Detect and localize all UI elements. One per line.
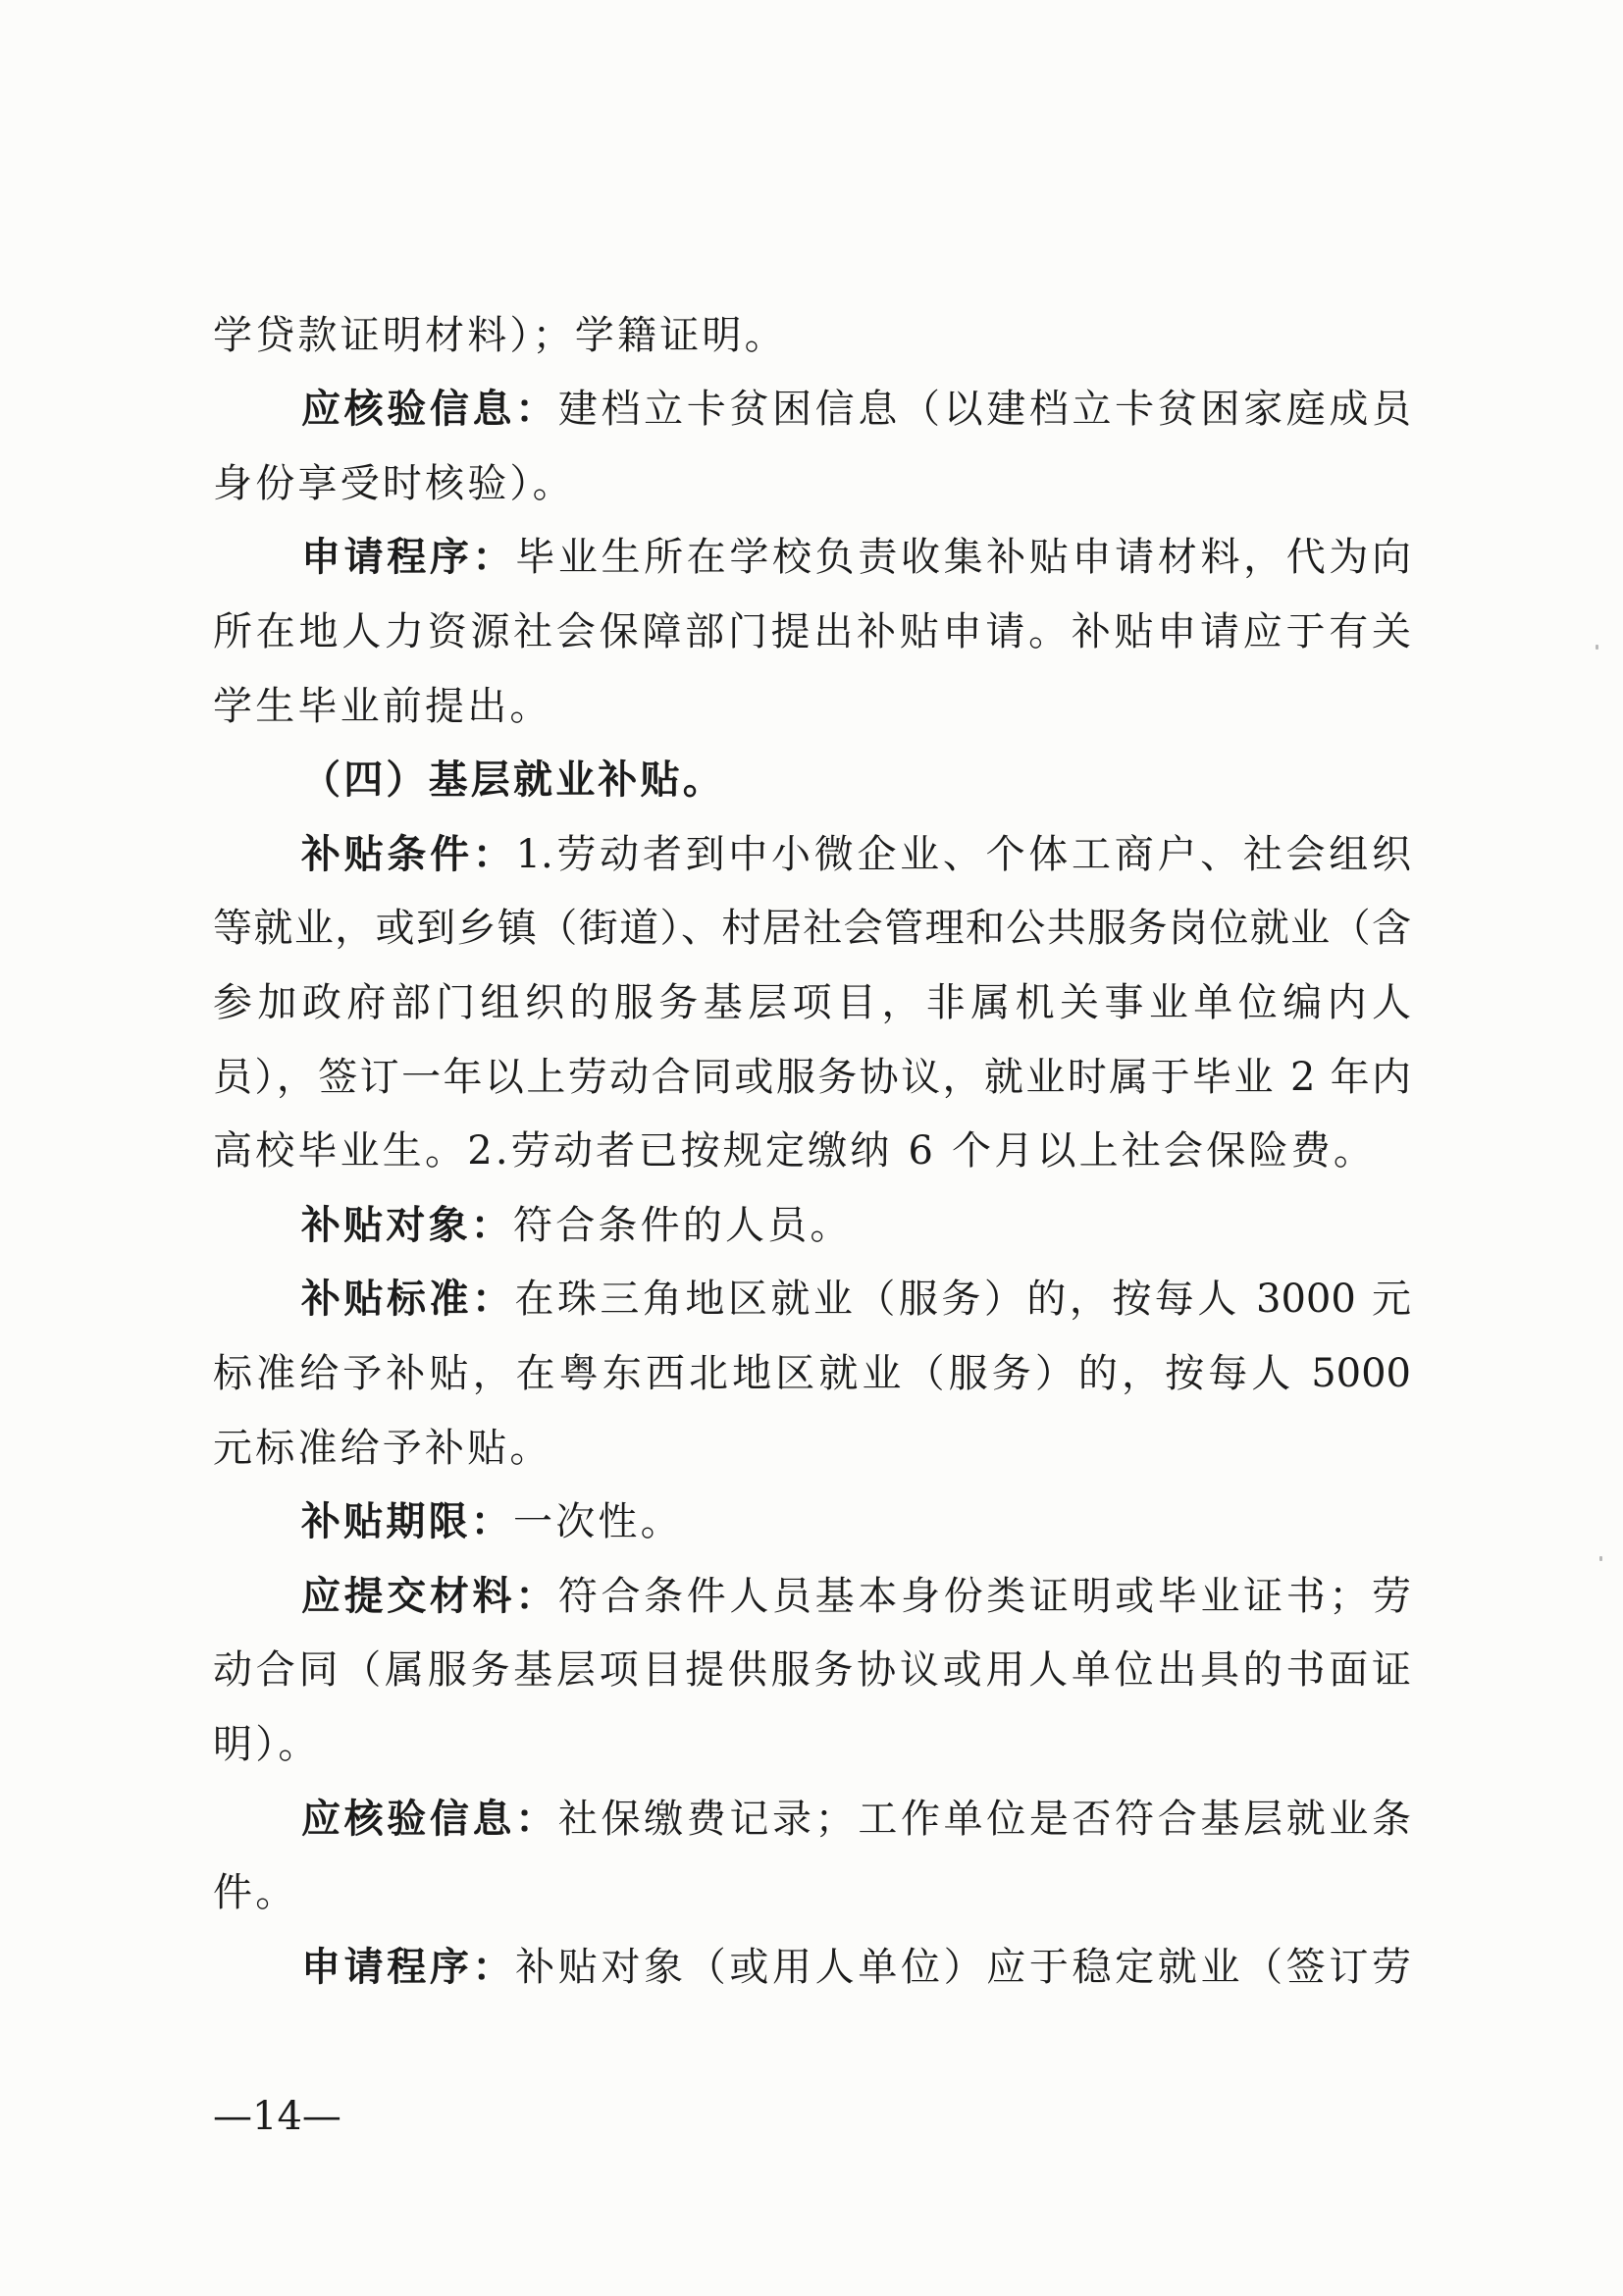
text-line — [301, 1498, 683, 1544]
body-text: 符合条件的人员。 — [513, 1203, 853, 1248]
text-line — [301, 1276, 1411, 1322]
field-label: 补贴期限： — [301, 1498, 513, 1544]
scan-mark — [1596, 645, 1598, 650]
field-label: 补贴对象： — [301, 1202, 513, 1248]
text-line — [301, 831, 1412, 877]
section-heading: （四）基层就业补贴。 — [301, 757, 725, 803]
text-line — [213, 1128, 1377, 1174]
body-text: 员），签订一年以上劳动合同或服务协议，就业时属于毕业 2 年内 — [213, 1055, 1411, 1100]
text-line — [213, 684, 552, 729]
field-label: 申请程序： — [301, 534, 516, 580]
body-text: 学贷款证明材料）；学籍证明。 — [213, 313, 787, 358]
page-number: —14— — [213, 2094, 341, 2139]
body-text: 学生毕业前提出。 — [213, 684, 552, 729]
body-text: 标准给予补贴，在粤东西北地区就业（服务）的，按每人 5000 — [213, 1351, 1411, 1396]
scan-mark — [1599, 1556, 1602, 1561]
text-line — [301, 386, 1412, 432]
field-label: 应提交材料： — [301, 1573, 558, 1619]
body-text: 动合同（属服务基层项目提供服务协议或用人单位出具的书面证 — [213, 1647, 1411, 1693]
body-text: 社保缴费记录；工作单位是否符合基层就业条 — [557, 1797, 1412, 1842]
body-text: 毕业生所在学校负责收集补贴申请材料，代为向 — [515, 535, 1412, 580]
text-line — [301, 1202, 853, 1248]
body-text: 1.劳动者到中小微企业、个体工商户、社会组织 — [515, 832, 1412, 877]
text-line — [213, 980, 1411, 1025]
body-text: 明）。 — [213, 1722, 321, 1767]
body-text: 一次性。 — [513, 1499, 683, 1544]
text-line — [213, 1722, 321, 1767]
continued-text-line — [213, 313, 787, 358]
field-label: 补贴条件： — [301, 831, 516, 877]
field-label: 应核验信息： — [301, 386, 558, 432]
text-line — [213, 1055, 1411, 1100]
text-line — [301, 534, 1412, 580]
body-text: 高校毕业生。2.劳动者已按规定缴纳 6 个月以上社会保险费。 — [213, 1128, 1377, 1174]
body-text: 元标准给予补贴。 — [213, 1426, 552, 1471]
text-line — [301, 1944, 1412, 1990]
text-line — [301, 1796, 1412, 1842]
text-line — [213, 461, 575, 506]
field-label: 应核验信息： — [301, 1796, 558, 1842]
body-text: 参加政府部门组织的服务基层项目，非属机关事业单位编内人 — [213, 980, 1411, 1025]
text-line — [213, 1426, 552, 1471]
body-text: 件。 — [213, 1870, 298, 1915]
text-line — [213, 906, 1411, 951]
field-label: 申请程序： — [301, 1944, 516, 1990]
body-text: 补贴对象（或用人单位）应于稳定就业（签订劳 — [515, 1945, 1412, 1990]
body-text: 在珠三角地区就业（服务）的，按每人 3000 元 — [514, 1277, 1411, 1322]
text-line — [213, 609, 1411, 654]
text-line — [213, 1647, 1411, 1693]
body-text: 建档立卡贫困信息（以建档立卡贫困家庭成员 — [557, 387, 1412, 432]
body-text: 符合条件人员基本身份类证明或毕业证书；劳 — [557, 1574, 1412, 1619]
body-text: 身份享受时核验）。 — [213, 461, 575, 506]
text-line — [213, 1870, 298, 1915]
body-text: 所在地人力资源社会保障部门提出补贴申请。补贴申请应于有关 — [213, 609, 1411, 654]
text-line — [213, 1351, 1411, 1396]
field-label: 补贴标准： — [301, 1276, 515, 1322]
text-line — [301, 1573, 1412, 1619]
body-text: 等就业，或到乡镇（街道）、村居社会管理和公共服务岗位就业（含 — [213, 906, 1411, 951]
